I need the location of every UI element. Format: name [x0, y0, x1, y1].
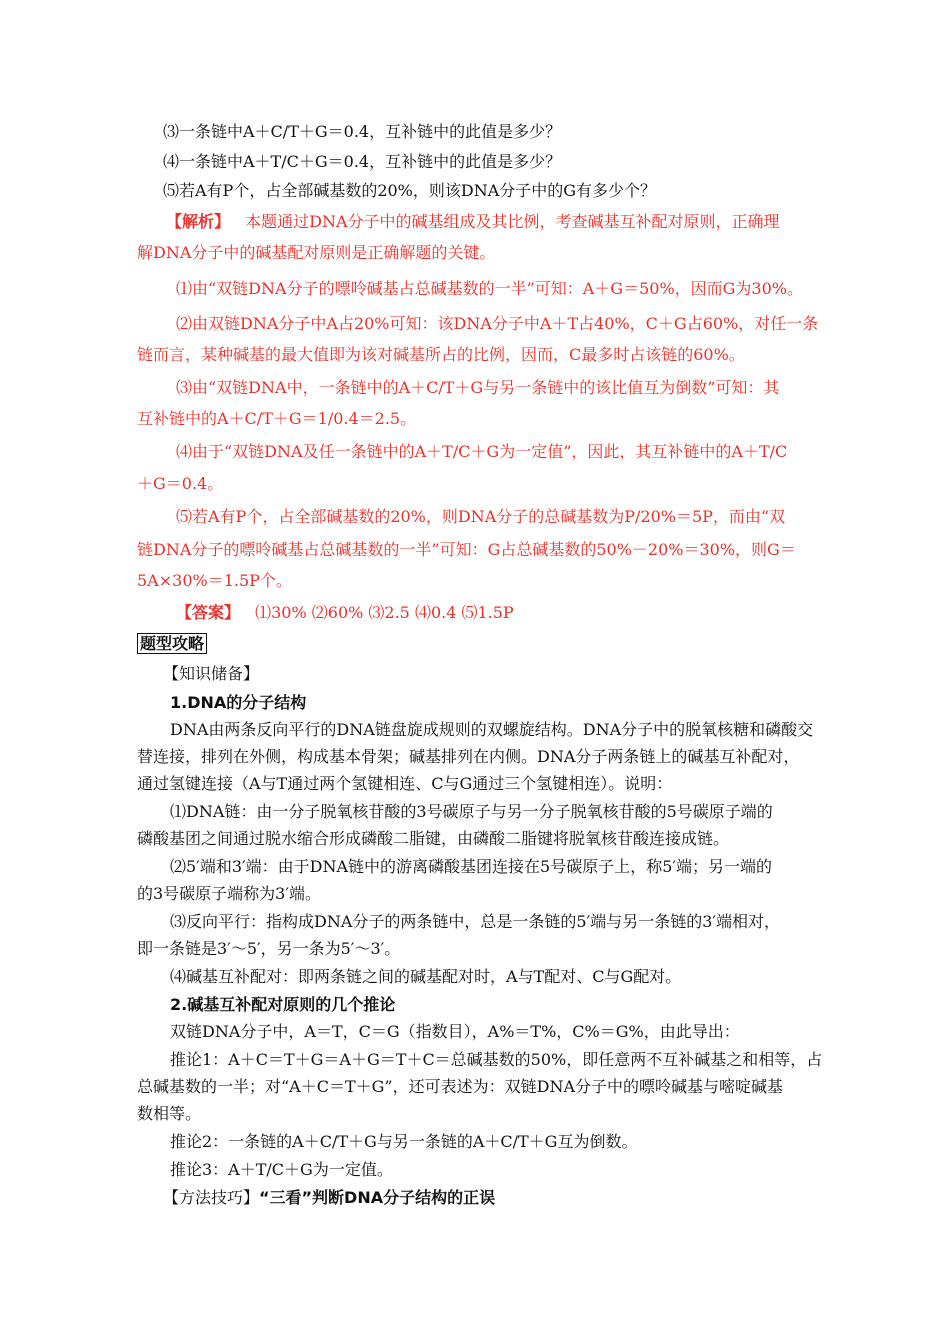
method-label: 【方法技巧】: [163, 1188, 260, 1207]
analysis-point-5-line-3: 5A×30%＝1.5P个。: [137, 571, 292, 590]
corollary-2: 推论2：一条链的A＋C/T＋G与另一条链的A＋C/T＋G互为倒数。: [170, 1132, 638, 1151]
analysis-point-3-line-1: ⑶由“双链DNA中，一条链中的A＋C/T＋G与另一条链中的该比值互为倒数”可知：其: [176, 378, 780, 397]
strategy-heading: [137, 634, 207, 654]
analysis-point-2-line-2: 链而言，某种碱基的最大值即为该对碱基所占的比例，因而，C最多时占该链的60%。: [137, 345, 745, 364]
section-1-para-4-line-1: ⑶反向平行：指构成DNA分子的两条链中，总是一条链的5′端与另一条链的3′端相对，: [170, 912, 781, 931]
analysis-intro-line-2: 解DNA分子中的碱基配对原则是正确解题的关键。: [137, 243, 496, 262]
section-1-para-1-line-1: DNA由两条反向平行的DNA链盘旋成规则的双螺旋结构。DNA分子中的脱氧核糖和磷酸交: [170, 720, 814, 739]
answer-label: 【答案】: [176, 603, 241, 622]
analysis-point-1: ⑴由“双链DNA分子的嘌呤碱基占总碱基数的一半”可知：A＋G＝50%，因而G为30%。: [176, 279, 803, 298]
section-2-para-1: 双链DNA分子中，A＝T，C＝G（指数目），A%＝T%，C%＝G%，由此导出：: [170, 1022, 740, 1041]
analysis-point-5-line-1: ⑸若A有P个，占全部碱基数的20%，则DNA分子的总碱基数为P/20%＝5P，而由“双: [176, 507, 786, 526]
section-1-para-5: ⑷碱基互补配对：即两条链之间的碱基配对时，A与T配对、C与G配对。: [170, 967, 682, 986]
knowledge-label: 【知识储备】: [163, 664, 260, 683]
corollary-1-line-2: 总碱基数的一半；对“A＋C＝T＋G”，还可表述为：双链DNA分子中的嘌呤碱基与嘧啶碱基: [137, 1077, 783, 1096]
analysis-intro-line-1: [166, 212, 780, 232]
strategy-heading-text: 题型攻略: [137, 633, 207, 654]
corollary-1-line-3: 数相等。: [137, 1104, 202, 1123]
method-title: “三看”判断DNA分子结构的正误: [259, 1188, 496, 1207]
section-1-para-2-line-2: 磷酸基团之间通过脱水缩合形成磷酸二脂键，由磷酸二脂键将脱氧核苷酸连接成链。: [137, 829, 730, 848]
question-3: ⑶一条链中A＋C/T＋G＝0.4，互补链中的此值是多少？: [163, 122, 562, 141]
answer-line: [176, 603, 514, 623]
corollary-1-line-1: 推论1：A＋C＝T＋G＝A＋G＝T＋C＝总碱基数的50%，即任意两不互补碱基之和相等，占: [170, 1050, 823, 1069]
method-line: [163, 1188, 495, 1208]
analysis-point-4-line-2: ＋G＝0.4。: [137, 474, 224, 493]
section-1-para-2-line-1: ⑴DNA链：由一分子脱氧核苷酸的3号碳原子与另一分子脱氧核苷酸的5号碳原子端的: [170, 802, 773, 821]
section-2-title: 2.碱基互补配对原则的几个推论: [170, 995, 396, 1014]
section-1-para-3-line-2: 的3号碳原子端称为3′端。: [137, 884, 321, 903]
section-1-para-1-line-3: 通过氢键连接（A与T通过两个氢键相连、C与G通过三个氢键相连）。说明：: [137, 774, 673, 793]
analysis-point-3-line-2: 互补链中的A＋C/T＋G＝1/0.4＝2.5。: [137, 409, 417, 428]
analysis-point-5-line-2: 链DNA分子的嘌呤碱基占总碱基数的一半”可知：G占总碱基数的50%－20%＝30%，则G＝: [137, 540, 796, 559]
analysis-label: 【解析】: [166, 212, 231, 231]
section-1-para-1-line-2: 替连接，排列在外侧，构成基本骨架；碱基排列在内侧。DNA分子两条链上的碱基互补配对，: [137, 747, 800, 766]
analysis-point-2-line-1: ⑵由双链DNA分子中A占20%可知：该DNA分子中A＋T占40%，C＋G占60%，对任一条: [176, 314, 819, 333]
question-4: ⑷一条链中A＋T/C＋G＝0.4，互补链中的此值是多少？: [163, 152, 562, 171]
section-1-title: 1.DNA的分子结构: [170, 693, 307, 712]
analysis-point-4-line-1: ⑷由于“双链DNA及任一条链中的A＋T/C＋G为一定值”，因此，其互补链中的A＋T/C: [176, 442, 788, 461]
section-1-para-3-line-1: ⑵5′端和3′端：由于DNA链中的游离磷酸基团连接在5号碳原子上，称5′端；另一端的: [170, 857, 773, 876]
analysis-intro-text-1: 本题通过DNA分子中的碱基组成及其比例，考查碱基互补配对原则，正确理: [245, 212, 780, 231]
answer-text: ⑴30% ⑵60% ⑶2.5 ⑷0.4 ⑸1.5P: [255, 603, 514, 622]
corollary-3: 推论3：A＋T/C＋G为一定值。: [170, 1160, 393, 1179]
section-1-para-4-line-2: 即一条链是3′～5′，另一条为5′～3′。: [137, 939, 401, 958]
question-5: ⑸若A有P个，占全部碱基数的20%，则该DNA分子中的G有多少个？: [163, 181, 657, 200]
